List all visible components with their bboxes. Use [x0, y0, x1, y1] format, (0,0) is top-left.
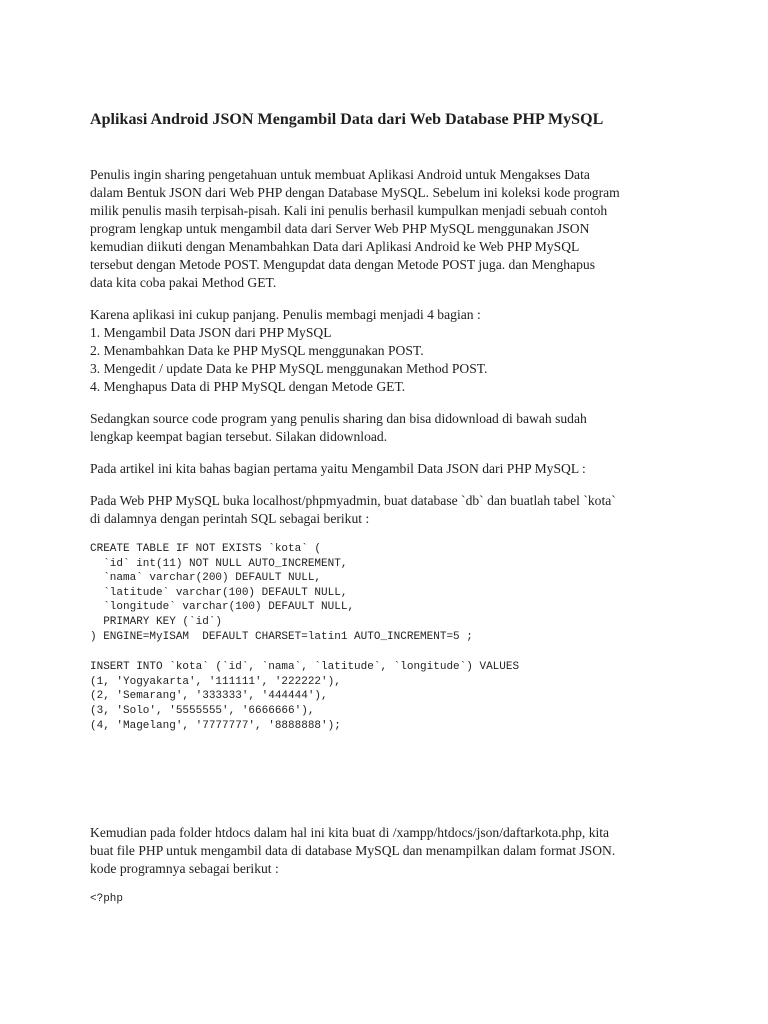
source-note-paragraph: Sedangkan source code program yang penulis sharing dan bisa didownload di bawah sudah lengkap keempat bagian tersebut. Silakan didownload.	[90, 411, 587, 444]
php-open-code: <?php	[90, 893, 124, 906]
list-item: 1. Mengambil Data JSON dari PHP MySQL	[90, 325, 332, 340]
part-one-paragraph: Pada artikel ini kita bahas bagian pertama yaitu Mengambil Data JSON dari PHP MySQL :	[90, 461, 586, 476]
sql-create-code: CREATE TABLE IF NOT EXISTS `kota` ( `id` int(11) NOT NULL AUTO_INCREMENT, `nama` varchar(200) DEFAULT NULL, `latitude` varchar(100) DEFAULT NULL, `longitude` varchar(100) DEFAULT NULL, PRIMARY KEY (`id`) ) ENGINE=MyISAM DEFAULT CHARSET=latin1 AUTO_INCREMENT=5 ;	[90, 543, 473, 643]
parts-list	[90, 324, 690, 396]
list-item: 2. Menambahkan Data ke PHP MySQL menggunakan POST.	[90, 343, 424, 358]
sql-insert-code: INSERT INTO `kota` (`id`, `nama`, `latitude`, `longitude`) VALUES (1, 'Yogyakarta', '111111', '222222'), (2, 'Semarang', '333333', '444444'), (3, 'Solo', '5555555', '6666666'), (4, 'Magelang', '7777777', '8888888');	[90, 661, 520, 732]
phpmyadmin-paragraph: Pada Web PHP MySQL buka localhost/phpmyadmin, buat database `db` dan buatlah tabel `kota` di dalamnya dengan perintah SQL sebagai berikut :	[90, 493, 616, 526]
document-title: Aplikasi Android JSON Mengambil Data dari Web Database PHP MySQL	[90, 111, 604, 128]
list-item: 3. Mengedit / update Data ke PHP MySQL menggunakan Method POST.	[90, 361, 488, 376]
parts-intro-paragraph: Karena aplikasi ini cukup panjang. Penulis membagi menjadi 4 bagian :	[90, 307, 481, 322]
blank-space	[90, 749, 690, 824]
folder-paragraph: Kemudian pada folder htdocs dalam hal ini kita buat di /xampp/htdocs/json/daftarkota.php, kita buat file PHP untuk mengambil data di database MySQL dan menampilkan dalam format JSON. kode programnya sebagai berikut :	[90, 825, 616, 877]
list-item: 4. Menghapus Data di PHP MySQL dengan Metode GET.	[90, 379, 406, 394]
intro-paragraph: Penulis ingin sharing pengetahuan untuk membuat Aplikasi Android untuk Mengakses Data dalam Bentuk JSON dari Web PHP dengan Database MySQL. Sebelum ini koleksi kode program milik penulis masih terpisah-pisah. Kali ini penulis berhasil kumpulkan menjadi sebuah contoh program lengkap untuk mengambil data dari Server Web PHP MySQL menggunakan JSON kemudian diikuti dengan Menambahkan Data dari Aplikasi Android ke Web PHP MySQL tersebut dengan Metode POST. Mengupdat data dengan Metode POST juga. dan Menghapus data kita coba pakai Method GET.	[90, 167, 620, 290]
